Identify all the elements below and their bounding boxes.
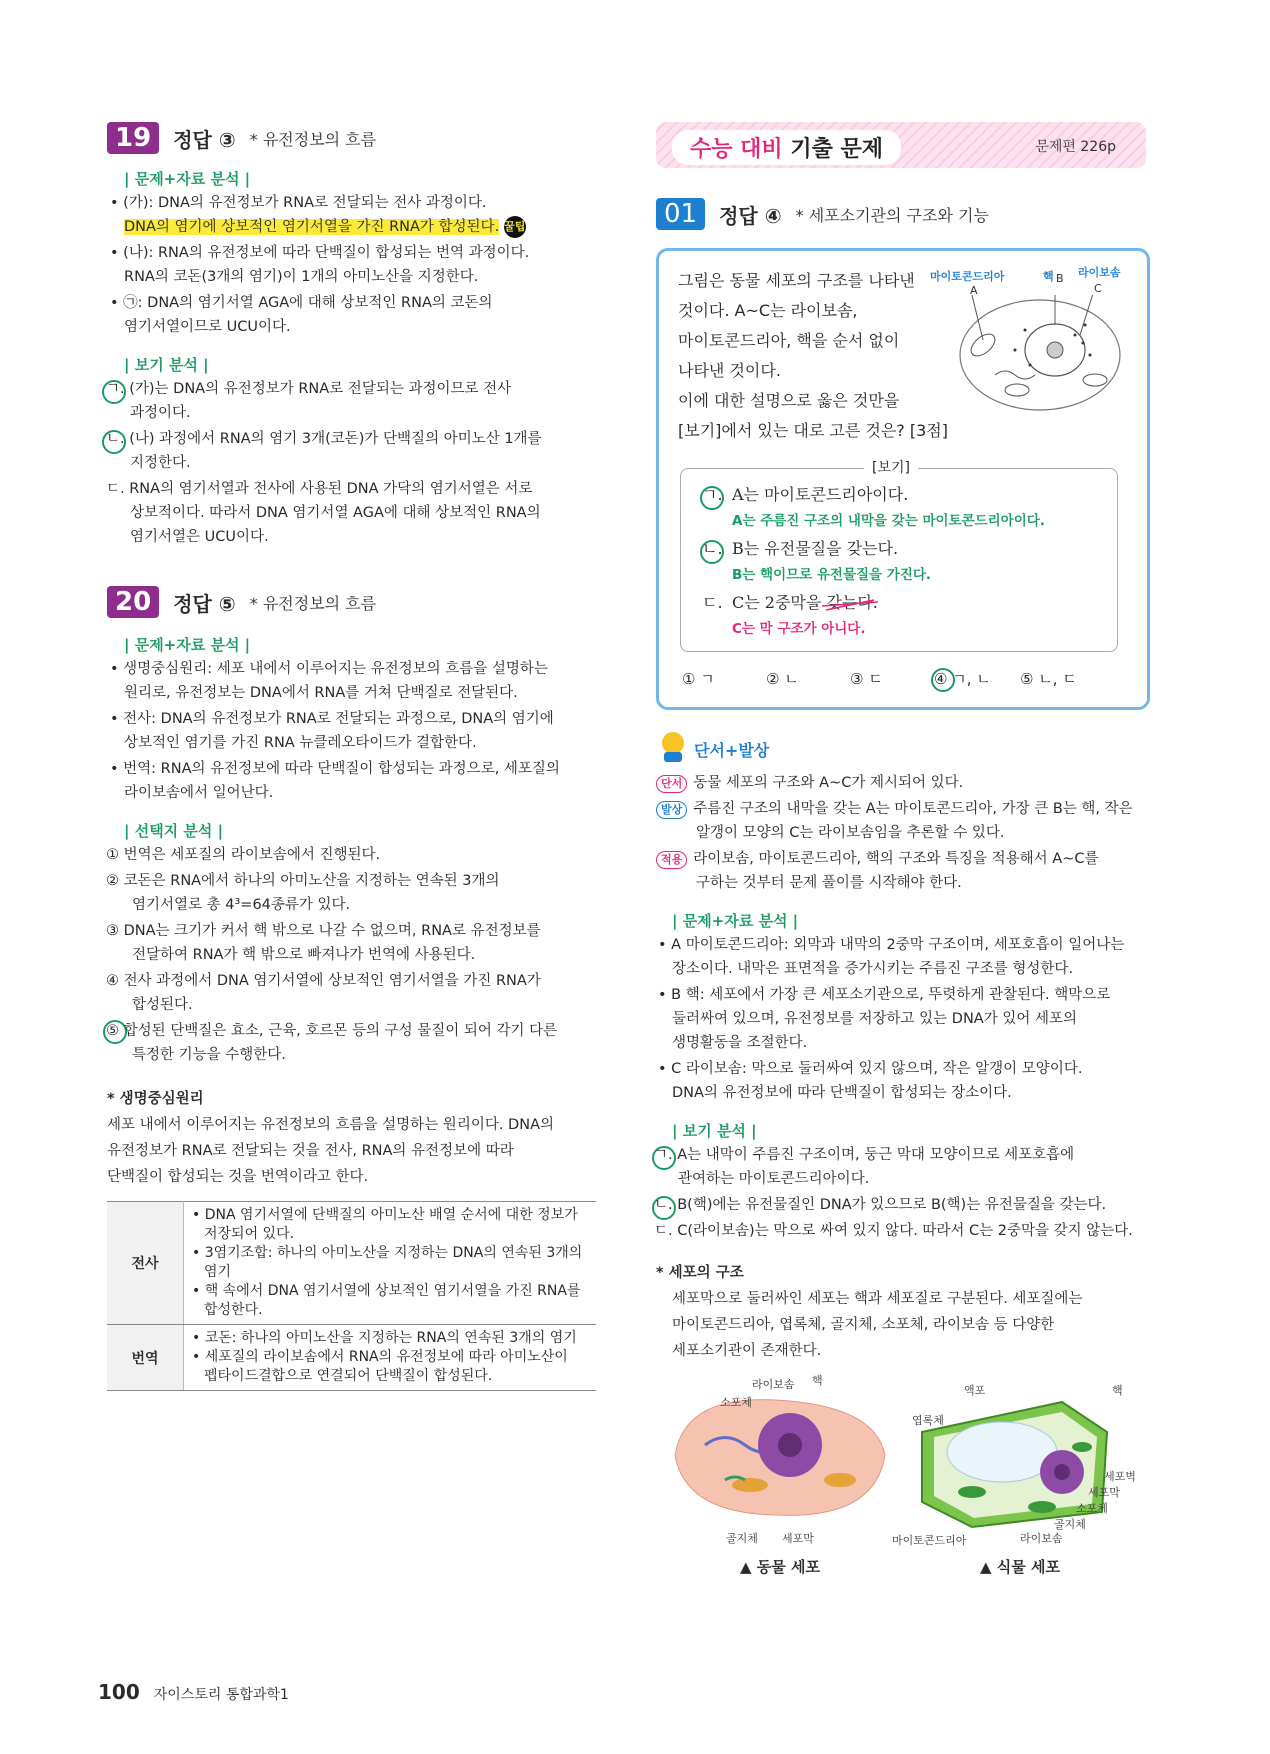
q20-choice-line: 염기서열로 총 4³=64종류가 있다. <box>132 897 351 913</box>
q01-section-title: | 문제+자료 분석 | <box>672 912 799 930</box>
q20-s1-line: • 전사: DNA의 유전정보가 RNA로 전달되는 과정으로, DNA의 염기에 <box>110 711 554 727</box>
q20-choice-line: ③ DNA는 크기가 커서 핵 밖으로 나갈 수 없으며, RNA로 유전정보를 <box>106 923 541 939</box>
q01-note-line: 세포소기관이 존재한다. <box>672 1343 822 1359</box>
plant-label-wall: 세포벽 <box>1104 1470 1136 1483</box>
plant-label-nucleus: 핵 <box>1112 1384 1123 1397</box>
plant-label-golgi: 골지체 <box>1054 1518 1086 1531</box>
choice[interactable]: ⑤ ㄴ, ㄷ <box>1020 670 1077 688</box>
q20-s1-line: 원리로, 유전정보는 DNA에서 RNA를 거쳐 단백질로 전달된다. <box>124 685 518 701</box>
section-banner <box>656 122 1146 168</box>
hint-line: 발상 주름진 구조의 내막을 갖는 A는 마이토콘드리아, 가장 큰 B는 핵, 작은 <box>656 798 1133 820</box>
fig-label-c: C <box>1094 282 1102 295</box>
q20-s1-line: 라이보솜에서 일어난다. <box>124 785 274 801</box>
q01-s2-line: ㄴ. B(핵)에는 유전물질인 DNA가 있으므로 B(핵)는 유전물질을 갖는다. <box>654 1197 1107 1213</box>
q01-s1-line: DNA의 유전정보에 따라 단백질이 합성되는 장소이다. <box>672 1085 1012 1101</box>
q01-stem-line: 나타낸 것이다. <box>678 361 781 380</box>
animal-label-golgi: 골지체 <box>726 1532 758 1545</box>
q01-s1-line: • C 라이보솜: 막으로 둘러싸여 있지 않으며, 작은 알갱이 모양이다. <box>658 1061 1083 1077</box>
q01-stem-line: 것이다. A~C는 라이보솜, <box>678 301 858 320</box>
page-number: 100 <box>98 1680 140 1704</box>
choice[interactable]: ① ㄱ <box>682 670 715 688</box>
fig-label-a: A <box>970 284 978 297</box>
q19-s1-line: • (가): DNA의 유전정보가 RNA로 전달되는 전사 과정이다. <box>110 195 487 211</box>
q20-note-line: 단백질이 합성되는 것을 번역이라고 한다. <box>107 1169 369 1185</box>
banner-label: 수능 대비 기출 문제 <box>672 130 901 165</box>
hint-line: 알갱이 모양의 C는 라이보솜임을 추론할 수 있다. <box>696 825 1005 841</box>
q01-s1-line: 생명활동을 조절한다. <box>672 1035 808 1051</box>
hint-line: 구하는 것부터 문제 풀이를 시작해야 한다. <box>696 875 962 891</box>
q20-choice-line: ④ 전사 과정에서 DNA 염기서열에 상보적인 염기서열을 가진 RNA가 <box>106 973 541 989</box>
q20-number: 20 <box>107 586 159 618</box>
q19-s1-line: • (나): RNA의 유전정보에 따라 단백질이 합성되는 번역 과정이다. <box>110 245 530 261</box>
plant-cell-caption: ▲ 식물 세포 <box>980 1558 1060 1576</box>
animal-cell-illustration <box>665 1385 895 1525</box>
q20-s1-line: 상보적인 염기를 가진 RNA 뉴클레오타이드가 결합한다. <box>124 735 477 751</box>
animal-label-nucleus: 핵 <box>812 1374 823 1387</box>
bogi-item-text: C는 2중막을 갖는다. <box>732 593 878 612</box>
q19-s2-line: 상보적이다. 따라서 DNA 염기서열 AGA에 대해 상보적인 RNA의 <box>130 505 541 521</box>
animal-label-ribo: 라이보솜 <box>752 1378 795 1391</box>
q01-stem-line: 그림은 동물 세포의 구조를 나타낸 <box>678 271 915 290</box>
fig-label-nucleus: 핵 <box>1043 270 1054 283</box>
q19-highlight: DNA의 염기에 상보적인 염기서열을 가진 RNA가 합성된다. <box>124 219 500 235</box>
lightbulb-head-icon <box>658 730 688 764</box>
table-cell: • DNA 염기서열에 단백질의 아미노산 배열 순서에 대한 정보가 저장되어 있다. • 3염기조합: 하나의 아미노산을 지정하는 DNA의 연속된 3개의 염기 • 핵 속에서 DNA 염기서열에 상보적인 염기서열을 가진 RNA를 합성한다. <box>184 1202 597 1325</box>
q01-s1-line: • A 마이토콘드리아: 외막과 내막의 2중막 구조이며, 세포호흡이 일어나는 <box>658 937 1125 953</box>
q01-stem-line: [보기]에서 있는 대로 고른 것은? [3점] <box>678 421 948 440</box>
book-title: 자이스토리 통합과학1 <box>153 1687 289 1703</box>
animal-label-membrane: 세포막 <box>782 1532 814 1545</box>
q01-s2-line: ㄱ. A는 내막이 주름진 구조이며, 둥근 막대 모양이므로 세포호흡에 <box>654 1147 1075 1163</box>
fig-label-b: B <box>1056 272 1064 285</box>
animal-label-er: 소포체 <box>720 1396 752 1409</box>
bogi-item-mark: ㄱ. <box>702 485 723 504</box>
page-footer <box>98 1680 289 1704</box>
q19-topic: * 유전정보의 흐름 <box>249 129 377 149</box>
q19-s2-line: ㄱ. (가)는 DNA의 유전정보가 RNA로 전달되는 과정이므로 전사 <box>106 381 512 397</box>
q01-note-line: 세포막으로 둘러싸인 세포는 핵과 세포질로 구분된다. 세포질에는 <box>672 1291 1083 1307</box>
q20-s1-line: • 생명중심원리: 세포 내에서 이루어지는 유전정보의 흐름을 설명하는 <box>110 661 548 677</box>
bogi-item-text: B는 유전물질을 갖는다. <box>732 539 899 558</box>
strike-mark-icon <box>820 596 880 614</box>
choice[interactable]: ④ ㄱ, ㄴ <box>934 670 991 688</box>
bogi-item-explanation: A는 주름진 구조의 내막을 갖는 마이토콘드리아이다. <box>732 513 1045 529</box>
tip-badge: 꿀팁 <box>504 216 526 238</box>
q19-s1-line: • ㉠: DNA의 염기서열 AGA에 대해 상보적인 RNA의 코돈의 <box>110 295 493 311</box>
q01-s1-line: • B 핵: 세포에서 가장 큰 세포소기관으로, 뚜렷하게 관찰된다. 핵막으로 <box>658 987 1111 1003</box>
q01-s1-line: 둘러싸여 있으며, 유전정보를 저장하고 있는 DNA가 있어 세포의 <box>672 1011 1077 1027</box>
q19-s2-line: 지정한다. <box>130 455 191 471</box>
q20-header <box>107 586 376 618</box>
q01-s2-line: ㄷ. C(라이보솜)는 막으로 싸여 있지 않다. 따라서 C는 2중막을 갖지 않는다. <box>654 1223 1133 1239</box>
q19-header <box>107 122 376 154</box>
transcription-translation-table <box>107 1201 596 1391</box>
animal-label-mito: 마이토콘드리아 <box>892 1534 967 1547</box>
q20-answer: 정답 ⑤ <box>173 591 236 616</box>
q19-number: 19 <box>107 122 159 154</box>
q01-header <box>656 198 989 230</box>
q19-s2-line: 과정이다. <box>130 405 191 421</box>
q01-bogi-title: | 보기 분석 | <box>672 1122 757 1140</box>
q01-stem-line: 마이토콘드리아, 핵을 순서 없이 <box>678 331 900 350</box>
table-row-head: 번역 <box>107 1325 184 1391</box>
q01-answer: 정답 ④ <box>719 203 782 228</box>
q20-choice-line: 전달하여 RNA가 핵 밖으로 빠져나가 번역에 사용된다. <box>132 947 476 963</box>
q19-s2-line: ㄷ. RNA의 염기서열과 전사에 사용된 DNA 가닥의 염기서열은 서로 <box>106 481 533 497</box>
bogi-title: [보기] <box>864 457 918 477</box>
bogi-item-mark: ㄷ. <box>702 593 723 612</box>
q19-s2-line: 염기서열은 UCU이다. <box>130 529 269 545</box>
q20-choice-line: 특정한 기능을 수행한다. <box>132 1047 286 1063</box>
q20-note-line: 세포 내에서 이루어지는 유전정보의 흐름을 설명하는 원리이다. DNA의 <box>107 1117 554 1133</box>
q19-section-title: | 문제+자료 분석 | <box>124 170 251 188</box>
table-cell: • 코돈: 하나의 아미노산을 지정하는 RNA의 연속된 3개의 염기 • 세포질의 라이보솜에서 RNA의 유전정보에 따라 아미노산이 펩타이드결합으로 연결되어 단백질이 합성된다. <box>184 1325 597 1391</box>
hint-line: 적용 라이보솜, 마이토콘드리아, 핵의 구조와 특징을 적용해서 A~C를 <box>656 848 1099 870</box>
table-row-head: 전사 <box>107 1202 184 1325</box>
q01-s2-line: 관여하는 마이토콘드리아이다. <box>678 1171 870 1187</box>
q20-s1-line: • 번역: RNA의 유전정보에 따라 단백질이 합성되는 과정으로, 세포질의 <box>110 761 560 777</box>
plant-label-chloro: 엽록체 <box>912 1414 944 1427</box>
bogi-item-explanation: C는 막 구조가 아니다. <box>732 621 866 637</box>
q19-s1-line <box>124 216 526 238</box>
q20-choice-line: ② 코돈은 RNA에서 하나의 아미노산을 지정하는 연속된 3개의 <box>106 873 500 889</box>
q01-topic: * 세포소기관의 구조와 기능 <box>795 205 989 225</box>
hint-title: 단서+발상 <box>694 741 770 760</box>
q01-note-line: 마이토콘드리아, 엽록체, 골지체, 소포체, 라이보솜 등 다양한 <box>672 1317 1055 1333</box>
fig-label-ribo: 라이보솜 <box>1078 266 1121 279</box>
bogi-item-text: A는 마이토콘드리아이다. <box>732 485 909 504</box>
plant-label-membrane: 세포막 <box>1088 1486 1120 1499</box>
q20-topic: * 유전정보의 흐름 <box>249 593 377 613</box>
animal-cell-caption: ▲ 동물 세포 <box>740 1558 820 1576</box>
q20-choice-title: | 선택지 분석 | <box>124 822 224 840</box>
hint-line: 단서 동물 세포의 구조와 A~C가 제시되어 있다. <box>656 772 963 794</box>
q19-s1-line: 염기서열이므로 UCU이다. <box>124 319 291 335</box>
q19-s2-line: ㄴ. (나) 과정에서 RNA의 염기 3개(코돈)가 단백질의 아미노산 1개를 <box>106 431 542 447</box>
bogi-item-mark: ㄴ. <box>702 539 723 558</box>
q01-note-title: * 세포의 구조 <box>656 1265 744 1281</box>
plant-label-ribo: 라이보솜 <box>1020 1532 1063 1545</box>
q19-bogi-title: | 보기 분석 | <box>124 356 209 374</box>
plant-label-er: 소포체 <box>1076 1502 1108 1515</box>
q20-choice-line: ① 번역은 세포질의 라이보솜에서 진행된다. <box>106 847 381 863</box>
banner-page-ref: 문제편 226p <box>1035 139 1116 155</box>
q20-section-title: | 문제+자료 분석 | <box>124 636 251 654</box>
animal-cell-figure <box>955 295 1125 417</box>
plant-label-vacuole: 액포 <box>964 1384 986 1397</box>
q01-s1-line: 장소이다. 내막은 표면적을 증가시키는 주름진 구조를 형성한다. <box>672 961 1074 977</box>
q20-choice-line: 합성된다. <box>132 997 193 1013</box>
q20-note-title: * 생명중심원리 <box>107 1091 204 1107</box>
q19-s1-line: RNA의 코돈(3개의 염기)이 1개의 아미노산을 지정한다. <box>124 269 479 285</box>
q01-stem-line: 이에 대한 설명으로 옳은 것만을 <box>678 391 900 410</box>
choice[interactable]: ② ㄴ <box>766 670 799 688</box>
fig-label-mito: 마이토콘드리아 <box>930 270 1005 283</box>
choice[interactable]: ③ ㄷ <box>850 670 883 688</box>
q19-answer: 정답 ③ <box>173 127 236 152</box>
q01-number: 01 <box>656 198 705 230</box>
q20-choice-line: ⑤ 합성된 단백질은 효소, 근육, 호르몬 등의 구성 물질이 되어 각기 다른 <box>106 1023 558 1039</box>
bogi-item-explanation: B는 핵이므로 유전물질을 가진다. <box>732 567 932 583</box>
q20-note-line: 유전정보가 RNA로 전달되는 것을 전사, RNA의 유전정보에 따라 <box>107 1143 514 1159</box>
